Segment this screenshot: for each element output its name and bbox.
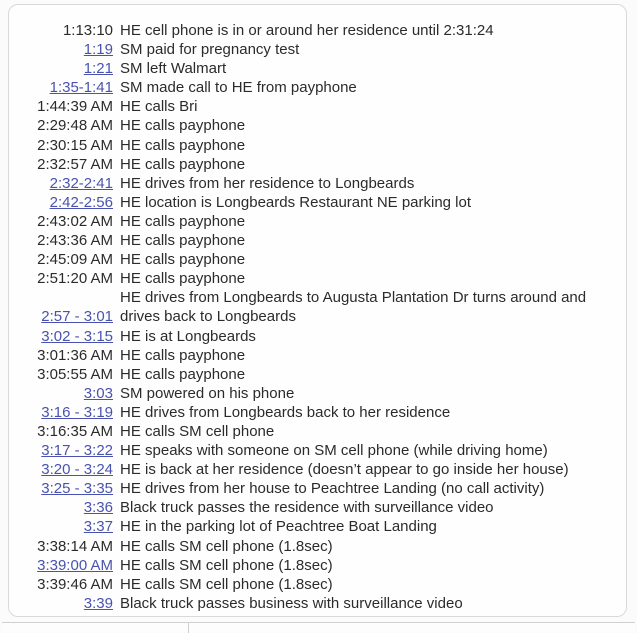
timeline-time: 3:05:55 AM	[37, 365, 113, 383]
timeline-time[interactable]: 1:21	[83, 60, 113, 78]
timeline-description: HE calls SM cell phone (1.8sec)	[120, 556, 333, 574]
timeline-description: HE drives from Longbeards back to her residence	[120, 403, 451, 421]
timeline-row	[9, 422, 618, 441]
timeline-description: HE cell phone is in or around her residence until 2:31:24	[120, 22, 494, 39]
timeline-row	[9, 193, 618, 212]
timeline-description: HE calls payphone	[120, 212, 246, 230]
timeline-row	[9, 250, 618, 269]
timeline-row	[9, 212, 618, 231]
timeline-row	[9, 21, 618, 40]
timeline-description: HE is at Longbeards	[120, 327, 256, 345]
timeline-description: HE calls Bri	[120, 98, 198, 116]
timeline-row	[9, 174, 618, 193]
timeline-description: SM paid for pregnancy test	[120, 41, 300, 59]
timeline-time[interactable]: 2:57 - 3:01	[41, 308, 113, 326]
timeline-row	[9, 384, 618, 403]
timeline-time[interactable]: 3:16 - 3:19	[41, 403, 113, 421]
timeline-row	[9, 155, 618, 174]
timeline-row	[9, 441, 618, 460]
timeline-description: HE speaks with someone on SM cell phone (while driving home)	[120, 442, 548, 460]
timeline-row	[9, 97, 618, 116]
timeline-description: HE calls SM cell phone	[120, 422, 275, 440]
timeline-time: 2:43:02 AM	[37, 212, 113, 230]
timeline-row	[9, 288, 618, 326]
timeline-time: 2:29:48 AM	[37, 117, 113, 135]
timeline-description: HE is back at her residence (doesn’t appear to go inside her house)	[120, 461, 569, 479]
timeline-time[interactable]: 3:36	[83, 499, 113, 517]
timeline-description: HE calls payphone	[120, 346, 246, 364]
timeline-row	[9, 327, 618, 346]
timeline-row	[9, 403, 618, 422]
timeline-description: HE calls payphone	[120, 232, 246, 250]
timeline-description: SM left Walmart	[120, 60, 227, 78]
timeline-row	[9, 575, 618, 594]
timeline-description: HE calls payphone	[120, 365, 246, 383]
timeline-row	[9, 116, 618, 135]
timeline-time: 3:38:14 AM	[37, 537, 113, 555]
timeline-description: Black truck passes the residence with surveillance video	[120, 499, 494, 517]
timeline-description: HE calls payphone	[120, 155, 246, 173]
timeline-time[interactable]: 2:32-2:41	[49, 174, 113, 192]
timeline-time: 3:01:36 AM	[37, 346, 113, 364]
timeline-description: Black truck passes business with surveillance video	[120, 594, 463, 612]
timeline-description: HE calls payphone	[120, 251, 246, 269]
timeline-row	[9, 517, 618, 536]
timeline-row	[9, 78, 618, 97]
timeline-time[interactable]: 3:20 - 3:24	[41, 461, 113, 479]
timeline-time: 2:30:15 AM	[37, 136, 113, 154]
timeline-time: 3:39:46 AM	[37, 575, 113, 593]
timeline-time: 2:32:57 AM	[37, 155, 113, 173]
timeline-row	[9, 136, 618, 155]
next-table-top-border	[2, 622, 635, 632]
timeline-time[interactable]: 3:39:00 AM	[37, 556, 113, 574]
timeline-row	[9, 59, 618, 78]
timeline-description: HE location is Longbeards Restaurant NE parking lot	[120, 193, 472, 211]
timeline-card	[8, 4, 627, 617]
timeline-time: 2:43:36 AM	[37, 232, 113, 250]
timeline-description: HE calls payphone	[120, 270, 246, 288]
timeline-description: HE in the parking lot of Peachtree Boat Landing	[120, 518, 437, 536]
timeline-time[interactable]: 3:25 - 3:35	[41, 480, 113, 498]
timeline-row	[9, 346, 618, 365]
timeline-description: SM made call to HE from payphone	[120, 79, 357, 97]
timeline-row	[9, 556, 618, 575]
timeline-time[interactable]: 1:35-1:41	[49, 79, 113, 97]
timeline-row	[9, 498, 618, 517]
timeline-row	[9, 594, 618, 613]
timeline-time: 1:44:39 AM	[37, 98, 113, 116]
timeline-description: HE calls SM cell phone (1.8sec)	[120, 537, 333, 555]
timeline-table	[9, 21, 618, 613]
timeline-description: HE drives from her house to Peachtree Landing (no call activity)	[120, 480, 545, 498]
timeline-time: 2:45:09 AM	[37, 251, 113, 269]
timeline-row	[9, 231, 618, 250]
timeline-time[interactable]: 3:17 - 3:22	[41, 442, 113, 460]
timeline-time[interactable]: 2:42-2:56	[49, 193, 113, 211]
timeline-time[interactable]: 3:39	[83, 594, 113, 612]
timeline-description: HE calls payphone	[120, 117, 246, 135]
timeline-row	[9, 479, 618, 498]
timeline-description: SM powered on his phone	[120, 384, 295, 402]
timeline-description: HE drives from her residence to Longbeards	[120, 174, 415, 192]
timeline-row	[9, 460, 618, 479]
timeline-row	[9, 269, 618, 288]
timeline-row	[9, 537, 618, 556]
timeline-time: 2:51:20 AM	[37, 270, 113, 288]
timeline-time[interactable]: 3:03	[83, 384, 113, 402]
timeline-time[interactable]: 3:37	[83, 518, 113, 536]
timeline-time[interactable]: 1:19	[83, 41, 113, 59]
timeline-time: 3:16:35 AM	[37, 422, 113, 440]
timeline-description: HE calls SM cell phone (1.8sec)	[120, 575, 333, 593]
timeline-description: HE drives from Longbeards to Augusta Plantation Dr turns around and drives back to Longbeards	[120, 289, 587, 326]
timeline-row	[9, 40, 618, 59]
timeline-time[interactable]: 3:02 - 3:15	[41, 327, 113, 345]
timeline-description: HE calls payphone	[120, 136, 246, 154]
timeline-row	[9, 365, 618, 384]
timeline-time: 1:13:10	[62, 22, 113, 39]
